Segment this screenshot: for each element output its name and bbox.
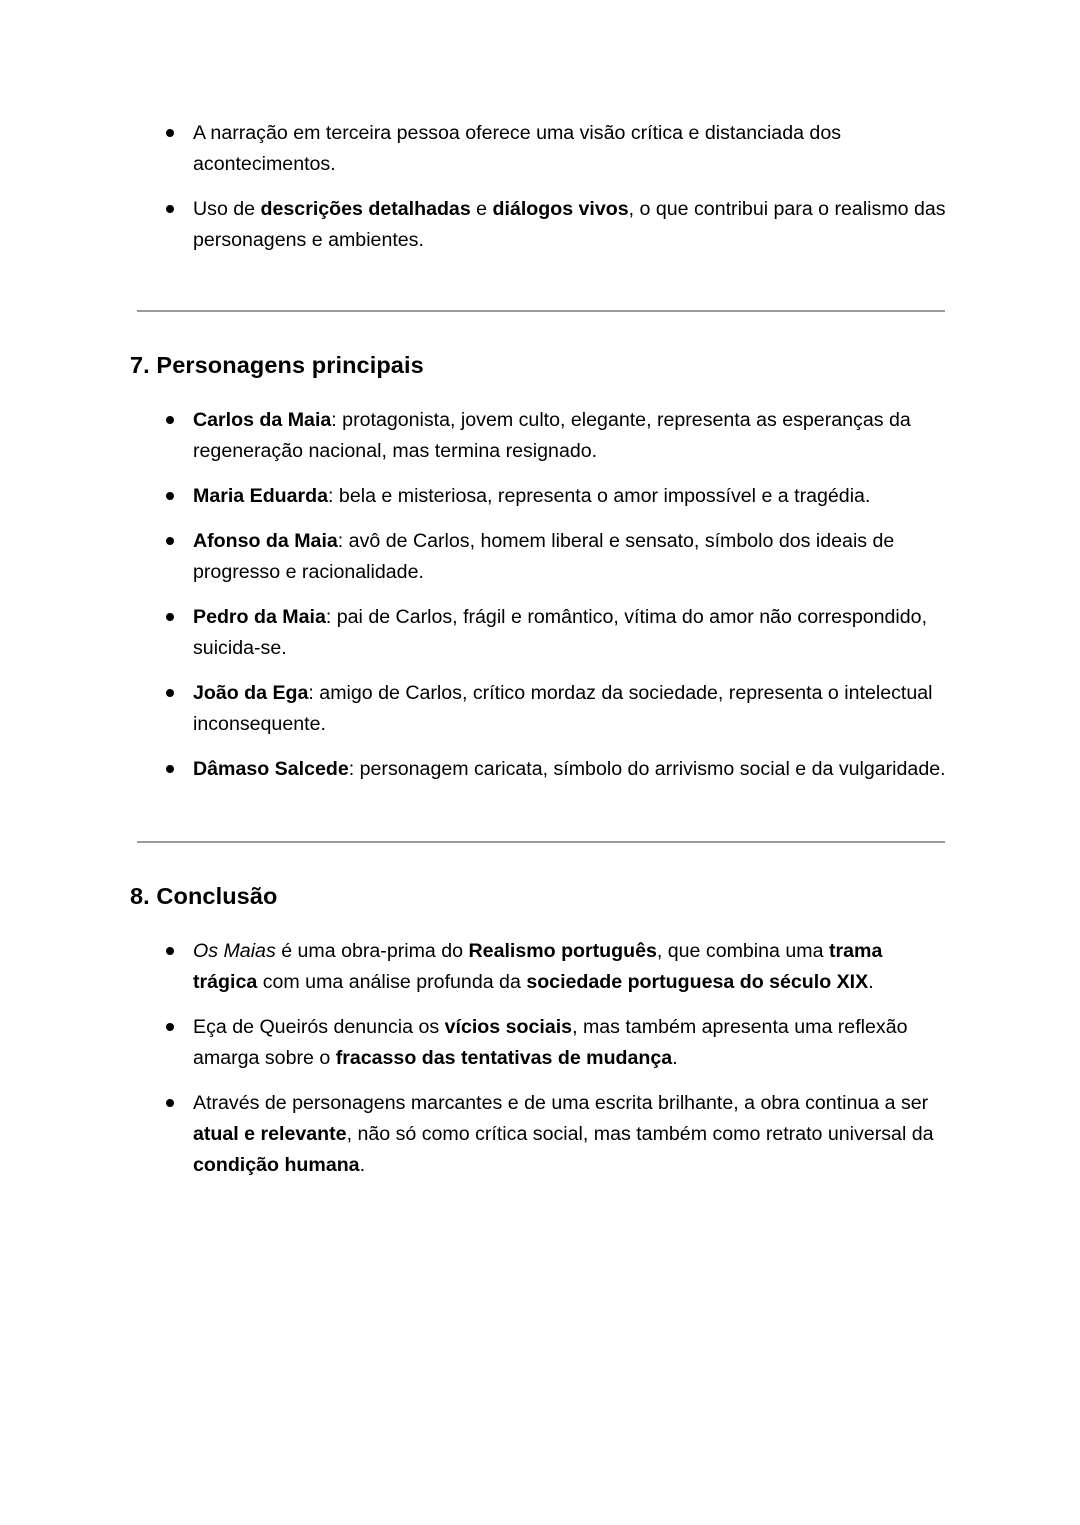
document-content [130, 118, 950, 1181]
bullet-dot-icon [166, 492, 174, 500]
spacer [130, 312, 950, 350]
spacer [130, 256, 950, 310]
spacer [130, 911, 950, 936]
list-item [130, 118, 950, 180]
list-item [130, 1012, 950, 1074]
character-entry-carlos-da-maia: Carlos da Maia: protagonista, jovem culto, elegante, representa as esperanças da regeneração nacional, mas termina resignado. [193, 408, 911, 462]
section-heading-conclusion: 8. Conclusão [130, 882, 278, 909]
character-entry-pedro-da-maia: Pedro da Maia: pai de Carlos, frágil e romântico, vítima do amor não correspondido, suicida-se. [193, 605, 928, 659]
bullet-dot-icon [166, 1099, 174, 1107]
bullet-dot-icon [166, 613, 174, 621]
character-entry-maria-eduarda: Maria Eduarda: bela e misteriosa, representa o amor impossível e a tragédia. [193, 484, 871, 507]
conclusion-point-masterpiece: Os Maias é uma obra-prima do Realismo português, que combina uma trama trágica com uma análise profunda da sociedade portuguesa do século XIX. [193, 940, 883, 994]
section-heading-characters: 7. Personagens principais [130, 352, 424, 378]
bullet-dot-icon [166, 205, 174, 213]
spacer [130, 381, 950, 405]
table-row [130, 405, 950, 467]
list-item [130, 194, 950, 256]
table-row [130, 481, 950, 512]
list-item [130, 936, 950, 998]
bullet-dot-icon [166, 947, 174, 955]
bullet-dot-icon [166, 416, 174, 424]
table-row [130, 754, 950, 785]
spacer [130, 785, 950, 841]
intro-bullet-list [130, 118, 950, 256]
list-item-text: A narração em terceira pessoa oferece uma visão crítica e distanciada dos acontecimentos. [193, 122, 842, 175]
bullet-dot-icon [166, 129, 174, 137]
table-row [130, 602, 950, 664]
list-item [130, 1088, 950, 1181]
conclusion-point-relevance: Através de personagens marcantes e de uma escrita brilhante, a obra continua a ser atual e relevante, não só como crítica social, mas também como retrato universal da condição humana. [193, 1092, 934, 1177]
conclusion-point-social-critique: Eça de Queirós denuncia os vícios sociais, mas também apresenta uma reflexão amarga sobre o fracasso das tentativas de mudança. [193, 1016, 908, 1070]
bullet-dot-icon [166, 765, 174, 773]
characters-bullet-list [130, 405, 950, 785]
spacer [130, 843, 950, 881]
character-entry-joao-da-ega: João da Ega: amigo de Carlos, crítico mordaz da sociedade, representa o intelectual inconsequente. [193, 681, 933, 735]
bullet-dot-icon [166, 1023, 174, 1031]
bullet-dot-icon [166, 537, 174, 545]
list-item-text: Uso de descrições detalhadas e diálogos vivos, o que contribui para o realismo das personagens e ambientes. [193, 198, 946, 251]
character-entry-damaso-salcede: Dâmaso Salcede: personagem caricata, símbolo do arrivismo social e da vulgaridade. [193, 757, 946, 780]
table-row [130, 678, 950, 740]
bullet-dot-icon [166, 689, 174, 697]
table-row [130, 526, 950, 588]
conclusion-bullet-list [130, 936, 950, 1181]
character-entry-afonso-da-maia: Afonso da Maia: avô de Carlos, homem liberal e sensato, símbolo dos ideais de progresso e racionalidade. [193, 529, 895, 583]
